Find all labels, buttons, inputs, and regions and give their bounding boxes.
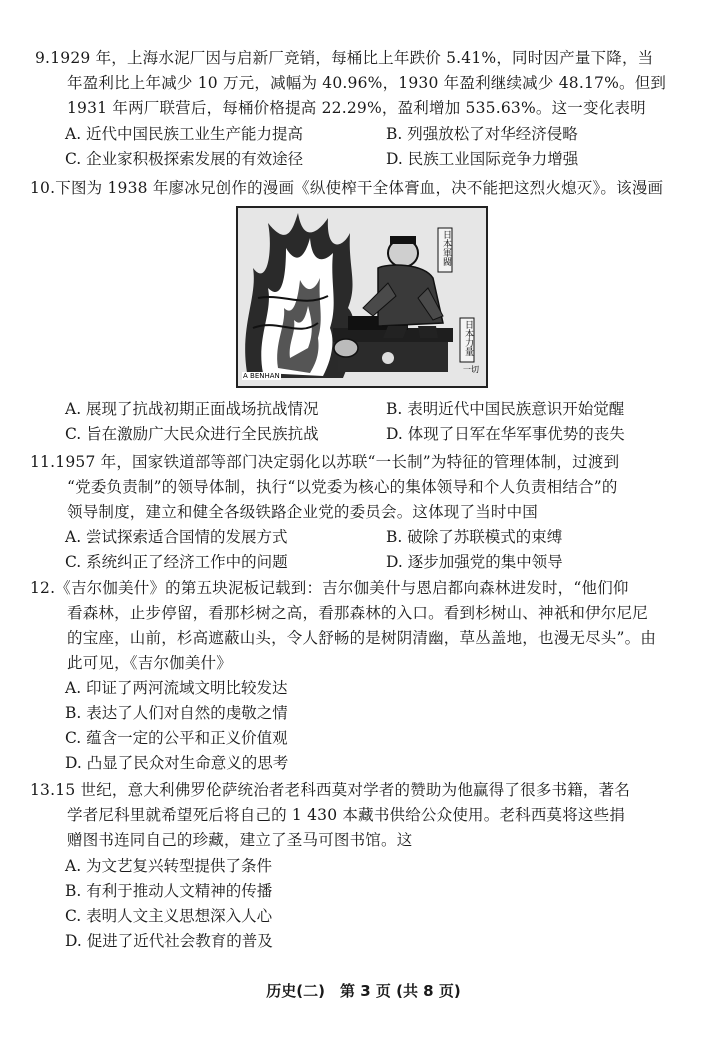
- question-9-option-c: C. 企业家积极探索发展的有效途径: [65, 150, 304, 168]
- question-number: 10.: [30, 179, 56, 197]
- question-12-option-c: C. 蕴含一定的公平和正义价值观: [65, 729, 288, 747]
- question-13-line-3: 赠图书连同自己的珍藏，建立了圣马可图书馆。这: [67, 831, 413, 849]
- cartoon-illustration: [236, 206, 488, 388]
- question-11-line-1: [30, 451, 619, 473]
- question-13-option-b: B. 有利于推动人文精神的传播: [65, 882, 273, 900]
- question-11-line-3: 领导制度，建立和健全各级铁路企业党的委员会。这体现了当时中国: [67, 503, 539, 521]
- question-12-line-1: [30, 577, 629, 599]
- question-10-line-1: [30, 177, 663, 199]
- question-11-option-c: C. 系统纠正了经济工作中的问题: [65, 553, 288, 571]
- question-13-option-c: C. 表明人文主义思想深入人心: [65, 907, 273, 925]
- cartoon-signature: A BENHAN: [243, 372, 280, 380]
- question-13-line-2: 学者尼科里就希望死后将自己的 1 430 本藏书供给公众使用。老科西莫将这些捐: [67, 806, 626, 824]
- question-number: 13.: [30, 781, 56, 799]
- question-11-option-b: B. 破除了苏联模式的束缚: [386, 528, 563, 546]
- question-9-option-a: A. 近代中国民族工业生产能力提高: [65, 125, 304, 143]
- question-text: 15 世纪，意大利佛罗伦萨统治者老科西莫对学者的赞助为他赢得了很多书籍，著名: [55, 781, 631, 799]
- cartoon-label-militarism: 日本軍閥: [441, 230, 451, 266]
- question-9-option-d: D. 民族工业国际竞争力增强: [386, 150, 579, 168]
- question-9-line-3: 1931 年两厂联营后，每桶价格提高 22.29%，盈利增加 535.63%。这一变化表明: [67, 99, 646, 117]
- question-12-option-a: A. 印证了两河流域文明比较发达: [65, 679, 288, 697]
- question-13-option-a: A. 为文艺复兴转型提供了条件: [65, 857, 273, 875]
- question-number: 12.: [30, 579, 56, 597]
- question-text: 《吉尔伽美什》的第五块泥板记载到：吉尔伽美什与恩启都向森林进发时，“他们仰: [55, 579, 629, 597]
- question-11-line-2: “党委负责制”的领导体制，执行“以党委为核心的集体领导和个人负责相结合”的: [67, 478, 618, 496]
- question-number: 11.: [30, 453, 56, 471]
- question-12-option-b: B. 表达了人们对自然的虔敬之情: [65, 704, 288, 722]
- question-12-option-d: D. 凸显了民众对生命意义的思考: [65, 754, 289, 772]
- cartoon-label-all: 一切: [463, 365, 479, 374]
- question-9-line-1: [35, 47, 653, 69]
- question-text: 1957 年，国家铁道部等部门决定弱化以苏联“一长制”为特征的管理体制，过渡到: [55, 453, 620, 471]
- question-number: 9.: [35, 49, 51, 67]
- question-10-option-c: C. 旨在激励广大民众进行全民族抗战: [65, 425, 319, 443]
- page-footer: 历史(二) 第 3 页 (共 8 页): [266, 982, 461, 1000]
- question-13-line-1: [30, 779, 630, 801]
- question-12-line-2: 看森林，止步停留，看那杉树之高，看那森林的入口。看到杉树山、神祇和伊尔尼尼: [67, 604, 648, 622]
- question-9-option-b: B. 列强放松了对华经济侵略: [386, 125, 578, 143]
- question-13-option-d: D. 促进了近代社会教育的普及: [65, 932, 273, 950]
- question-11-option-d: D. 逐步加强党的集中领导: [386, 553, 563, 571]
- question-text: 下图为 1938 年廖冰兄创作的漫画《纵使榨干全体膏血，决不能把这烈火熄灭》。该漫画: [55, 179, 664, 197]
- question-9-line-2: 年盈利比上年减少 10 万元，减幅为 40.96%，1930 年盈利继续减少 48.17%。但到: [67, 74, 667, 92]
- question-11-option-a: A. 尝试探索适合国情的发展方式: [65, 528, 288, 546]
- question-10-option-d: D. 体现了日军在华军事优势的丧失: [386, 425, 625, 443]
- question-10-option-a: A. 展现了抗战初期正面战场抗战情况: [65, 400, 319, 418]
- question-10-option-b: B. 表明近代中国民族意识开始觉醒: [386, 400, 625, 418]
- question-12-line-3: 的宝座，山前，杉高遮蔽山头，令人舒畅的是树阴清幽，草丛盖地，也漫无尽头”。由: [67, 629, 657, 647]
- question-text: 1929 年，上海水泥厂因与启新厂竞销，每桶比上年跌价 5.41%，同时因产量下降，当: [50, 49, 654, 67]
- cartoon-label-power: 日本力量: [463, 320, 473, 356]
- question-12-line-4: 此可见，《吉尔伽美什》: [67, 654, 232, 672]
